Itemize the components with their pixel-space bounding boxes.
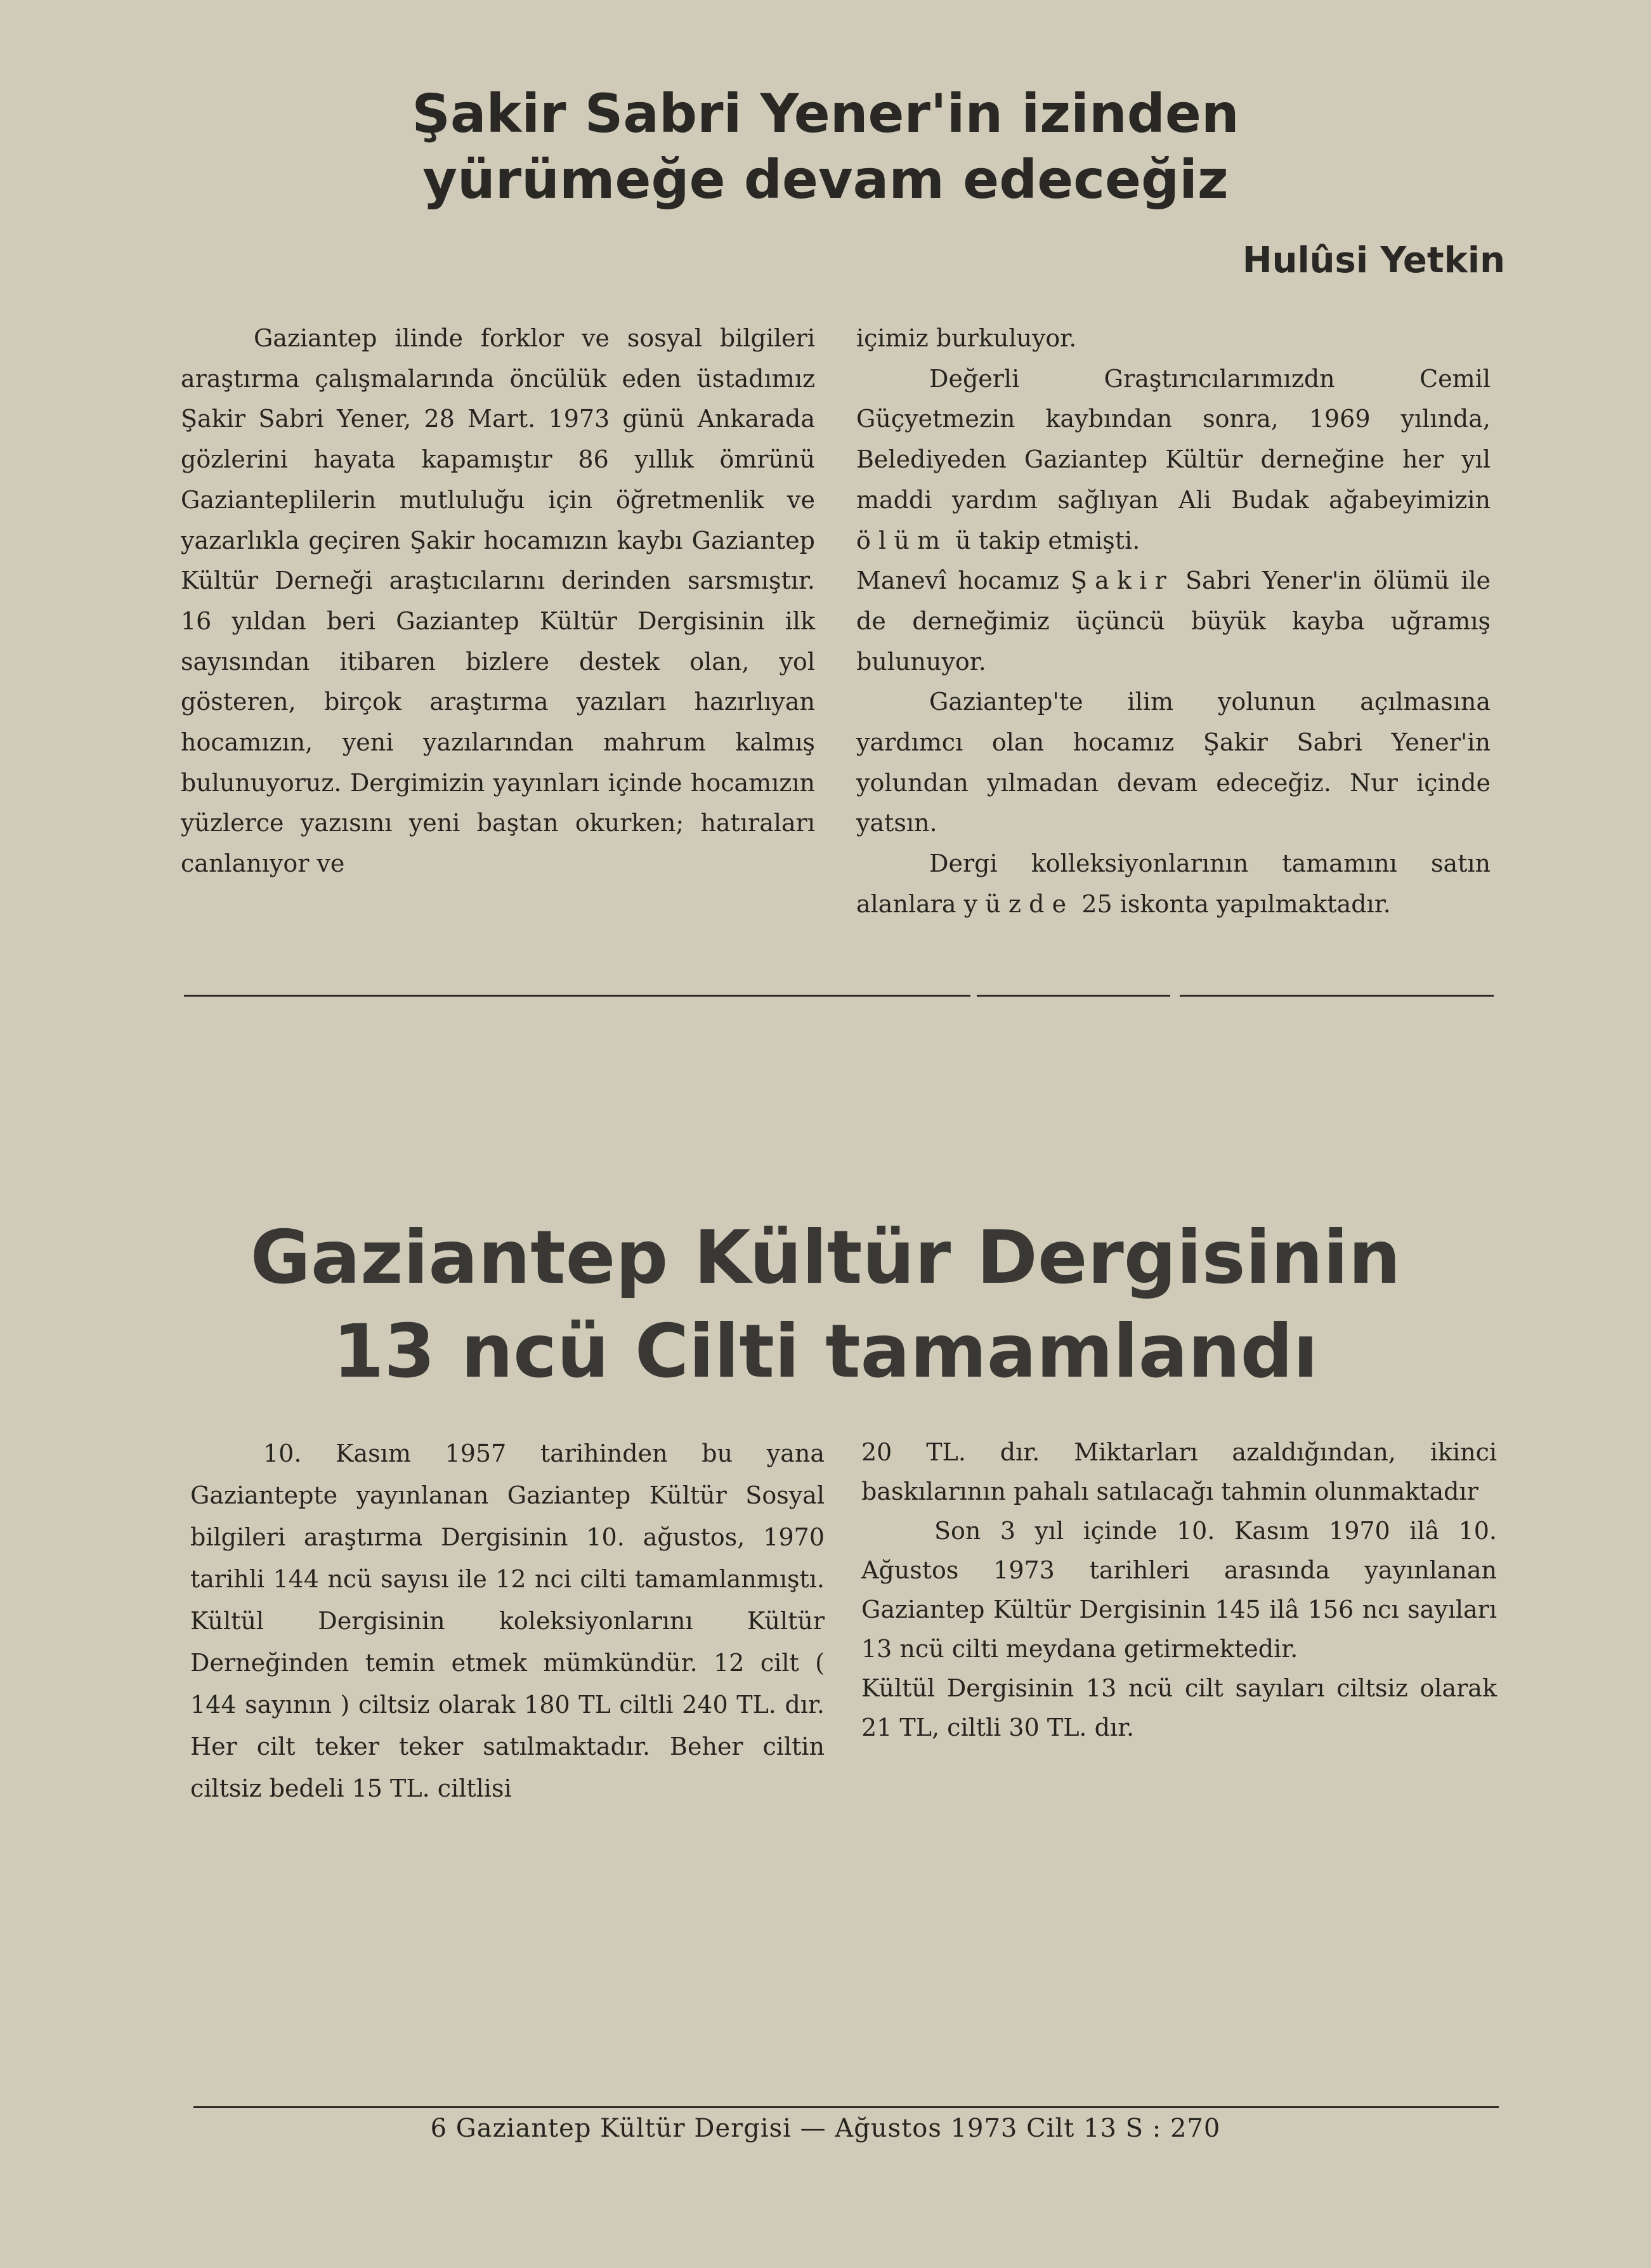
article1-col2-p5 bbox=[856, 844, 1491, 924]
article1-col2-p3 bbox=[856, 561, 1491, 682]
article1-col2-p3-spaced: Şakir bbox=[1070, 567, 1174, 595]
article2-col2-p3: Kültül Dergisinin 13 ncü cilt sayıları ciltsiz olarak 21 TL, ciltli 30 TL. dır. bbox=[861, 1674, 1497, 1741]
article1-col2-p5-b: 25 iskonta yapılmaktadır. bbox=[1081, 889, 1391, 918]
article2-column-left bbox=[190, 1432, 825, 1809]
article1-column-right bbox=[856, 318, 1491, 925]
page-footer: 6 Gaziantep Kültür Dergisi — Ağustos 1973 Cilt 13 S : 270 bbox=[430, 2114, 1221, 2143]
article2-col2-p1: 20 TL. dır. Miktarları azaldığından, ikinci baskılarının pahalı satılacağı tahmin olunmaktadır bbox=[861, 1438, 1497, 1505]
article2-title-line2: 13 ncü Cilti tamamlandı bbox=[332, 1309, 1319, 1394]
article1-col2-p2-tail: ü takip etmişti. bbox=[955, 526, 1140, 554]
article1-title-line1: Şakir Sabri Yener'in izinden bbox=[412, 82, 1239, 145]
article2-col1-paragraph: 10. Kasım 1957 tarihinden bu yana Gaziantepte yayınlanan Gaziantep Kültür Sosyal bilgileri araştırma Dergisinin 10. ağustos, 1970 tarihli 144 ncü sayısı ile 12 nci cilti tamamlanmıştı. Kültül Dergisinin koleksiyonlarını Kültür Derneğinden temin etmek mümkündür. 12 cilt ( 144 sayının ) ciltsiz olarak 180 TL ciltli 240 TL. dır. Her cilt teker teker satılmaktadır. Beher ciltin ciltsiz bedeli 15 TL. ciltlisi bbox=[190, 1439, 825, 1802]
article2-title-line1: Gaziantep Kültür Dergisinin bbox=[250, 1215, 1401, 1301]
article1-col2-p2-spaced: ölüm bbox=[856, 526, 948, 554]
article1-col2-p1: içimiz burkuluyor. bbox=[856, 324, 1077, 352]
article1-col1-paragraph: Gaziantep ilinde forklor ve sosyal bilgileri araştırma çalışmalarında öncülük eden üstadımız Şakir Sabri Yener, 28 Mart. 1973 günü Ankarada gözlerini hayata kapamıştır 86 yıllık ömrünü Gazianteplilerin mutluluğu için öğretmenlik ve yazarlıkla geçiren Şakir hocamızın kaybı Gaziantep Kültür Derneği araştıcılarını derinden sarsmıştır. 16 yıldan beri Gaziantep Kültür Dergisinin ilk sayısından itibaren bizlere destek olan, yol gösteren, birçok araştırma yazıları hazırlıyan hocamızın, yeni yazılarından mahrum kalmış bulunuyoruz. Dergimizin yayınları içinde hocamızın yüzlerce yazısını yeni baştan okurken; hatıraları canlanıyor ve bbox=[181, 324, 815, 878]
article1-col2-p2-text: Değerli Graştırıcılarımızdn Cemil Güçyetmezin kaybından sonra, 1969 yılında, Belediyeden Gaziantep Kültür derneğine her yıl maddi yardım sağlıyan Ali Budak ağabeyimizin bbox=[856, 364, 1491, 514]
footer-rule bbox=[193, 2106, 1499, 2108]
article1-title-line2: yürümeğe devam edeceğiz bbox=[422, 148, 1229, 211]
article1-col2-p5-a: Dergi kolleksiyonlarının tamamını satın alanlara bbox=[856, 849, 1491, 918]
article1-col2-p5-spaced: yüzde bbox=[963, 889, 1074, 918]
article1-col2-p3-a: Manevî hocamız bbox=[856, 567, 1059, 595]
article2-col2-p2: Son 3 yıl içinde 10. Kasım 1970 ilâ 10. Ağustos 1973 tarihleri arasında yayınlanan Gaziantep Kültür Dergisinin 145 ilâ 156 ncı sayıları 13 ncü cilti meydana getirmektedir. bbox=[861, 1517, 1497, 1663]
section-divider-left bbox=[184, 995, 970, 997]
section-divider-right bbox=[1180, 995, 1494, 997]
article2-column-right bbox=[861, 1432, 1497, 1747]
article1-column-left bbox=[181, 318, 815, 884]
article1-col2-p3-b: Sabri Yener'in ölümü ile de derneğimiz üçüncü büyük kayba uğramış bulunuyor. bbox=[856, 567, 1491, 676]
article1-col2-p2 bbox=[856, 359, 1491, 561]
section-divider-middle bbox=[977, 995, 1170, 997]
article1-author: Hulûsi Yetkin bbox=[1242, 240, 1505, 281]
article1-col2-p4: Gaziantep'te ilim yolunun açılmasına yardımcı olan hocamız Şakir Sabri Yener'in yolundan yılmadan devam edeceğiz. Nur içinde yatsın. bbox=[856, 688, 1491, 837]
